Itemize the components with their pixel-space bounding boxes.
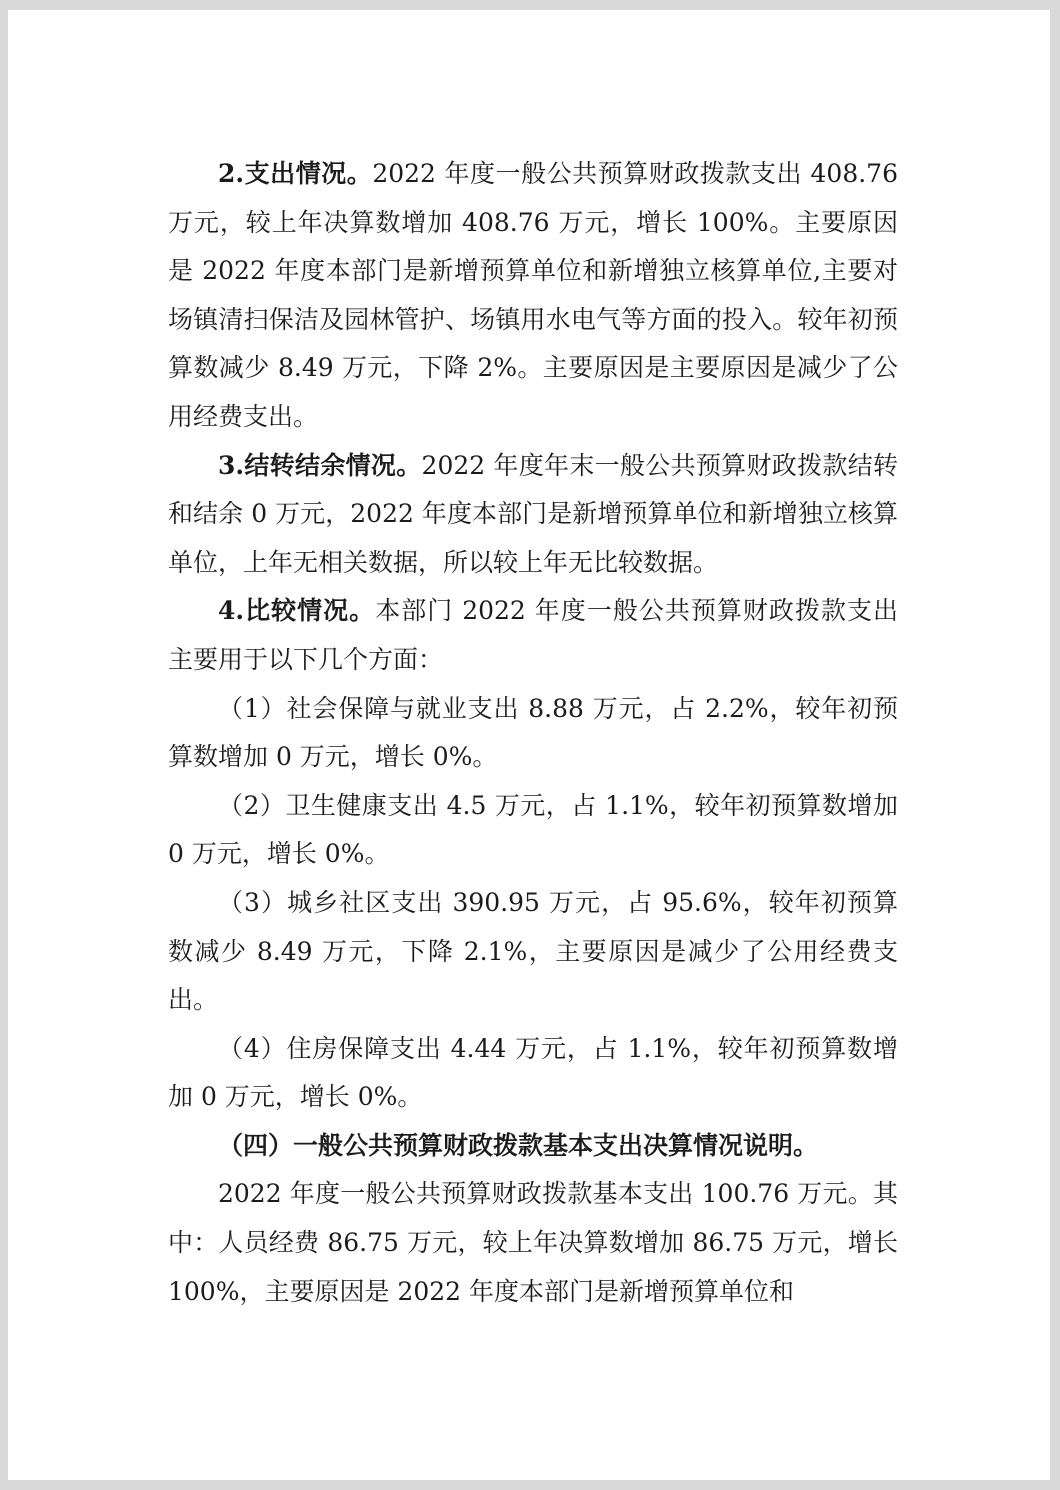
paragraph-basic-expenditure [168,1170,898,1316]
paragraph-text: 本部门 2022 年度一般公共预算财政拨款支出主要用于以下几个方面： [168,596,898,674]
document-page [8,10,1050,1480]
section-heading-basic-expenditure [168,1122,898,1171]
paragraph-heading: （四）一般公共预算财政拨款基本支出决算情况说明。 [218,1130,819,1160]
paragraph-expenditure [168,150,898,442]
paragraph-text: （2）卫生健康支出 4.5 万元，占 1.1%，较年初预算数增加 0 万元，增长 0%。 [168,790,898,869]
paragraph-item-1 [168,685,898,782]
paragraph-text: 2022 年度一般公共预算财政拨款支出 408.76 万元，较上年决算数增加 408.76 万元，增长 100%。主要原因是 2022 年度本部门是新增预算单位和新增独立核算单位,主要对场镇清扫保洁及园林管护、场镇用水电气等方面的投入。较年初预算数减少 8.49 万元，下降 2%。主要原因是主要原因是减少了公用经费支出。 [168,159,898,431]
paragraph-text: 2022 年度年末一般公共预算财政拨款结转和结余 0 万元，2022 年度本部门是新增预算单位和新增独立核算单位，上年无相关数据，所以较上年无比较数据。 [168,450,898,577]
paragraph-comparison [168,587,898,684]
paragraph-text: 2022 年度一般公共预算财政拨款基本支出 100.76 万元。其中：人员经费 86.75 万元，较上年决算数增加 86.75 万元，增长 100%，主要原因是 2022 年度本部门是新增预算单位和 [168,1179,898,1306]
paragraph-item-4 [168,1025,898,1122]
paragraph-text: （3）城乡社区支出 390.95 万元，占 95.6%，较年初预算数减少 8.49 万元，下降 2.1%，主要原因是减少了公用经费支出。 [168,887,898,1015]
paragraph-text: （1）社会保障与就业支出 8.88 万元，占 2.2%，较年初预算数增加 0 万元，增长 0%。 [168,693,898,772]
paragraph-text: （4）住房保障支出 4.44 万元，占 1.1%，较年初预算数增加 0 万元，增长 0%。 [168,1033,898,1112]
paragraph-carryover [168,442,898,588]
paragraph-item-2 [168,782,898,879]
paragraph-heading: 3.结转结余情况。 [218,450,422,480]
paragraph-item-3 [168,879,898,1025]
paragraph-heading: 4.比较情况。 [218,596,376,626]
paragraph-heading: 2.支出情况。 [218,159,373,188]
document-body [168,150,898,1316]
